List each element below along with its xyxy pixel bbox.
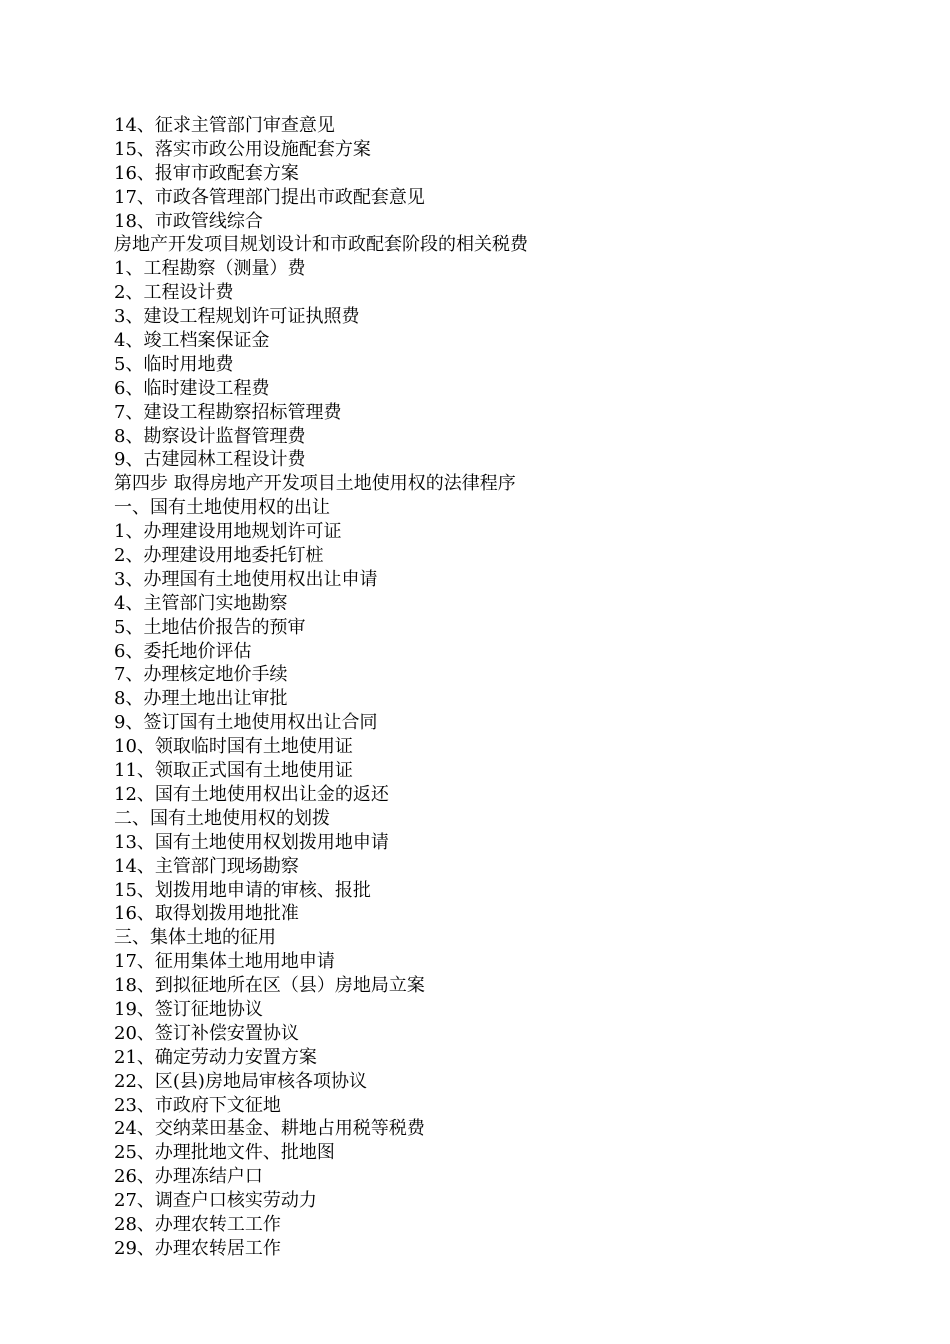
text-line: 27、调查户口核实劳动力 — [114, 1190, 317, 1212]
text-line: 3、建设工程规划许可证执照费 — [114, 306, 360, 328]
text-line: 19、签订征地协议 — [114, 998, 263, 1020]
text-line: 1、工程勘察（测量）费 — [114, 258, 306, 280]
text-line: 25、办理批地文件、批地图 — [114, 1142, 335, 1164]
text-line: 17、征用集体土地用地申请 — [114, 951, 335, 973]
text-line: 20、签订补偿安置协议 — [114, 1022, 299, 1044]
text-line: 14、主管部门现场勘察 — [114, 855, 299, 877]
text-line: 13、国有土地使用权划拨用地申请 — [114, 831, 389, 853]
text-line: 4、主管部门实地勘察 — [114, 592, 288, 614]
text-line: 8、勘察设计监督管理费 — [114, 425, 306, 447]
text-line: 10、领取临时国有土地使用证 — [114, 736, 353, 758]
text-line: 29、办理农转居工作 — [114, 1237, 281, 1259]
text-line: 2、工程设计费 — [114, 282, 234, 304]
text-line: 5、土地估价报告的预审 — [114, 616, 306, 638]
section-heading: 第四步 取得房地产开发项目土地使用权的法律程序 — [114, 473, 516, 495]
text-line: 23、市政府下文征地 — [114, 1094, 281, 1116]
text-line: 16、报审市政配套方案 — [114, 162, 299, 184]
subsection-heading: 三、集体土地的征用 — [114, 927, 276, 949]
text-line: 26、办理冻结户口 — [114, 1166, 263, 1188]
text-line: 12、国有土地使用权出让金的返还 — [114, 783, 389, 805]
text-line: 9、签订国有土地使用权出让合同 — [114, 712, 378, 734]
text-line: 14、征求主管部门审查意见 — [114, 115, 335, 136]
text-line: 24、交纳菜田基金、耕地占用税等税费 — [114, 1118, 425, 1140]
section-heading: 房地产开发项目规划设计和市政配套阶段的相关税费 — [114, 234, 528, 256]
subsection-heading: 一、国有土地使用权的出让 — [114, 497, 330, 519]
document-body — [114, 114, 834, 1261]
text-line: 22、区(县)房地局审核各项协议 — [114, 1070, 367, 1092]
text-line: 9、古建园林工程设计费 — [114, 449, 306, 471]
text-line: 15、落实市政公用设施配套方案 — [114, 138, 371, 160]
text-line: 3、办理国有土地使用权出让申请 — [114, 568, 378, 590]
text-line: 5、临时用地费 — [114, 353, 234, 375]
text-line: 6、临时建设工程费 — [114, 377, 270, 399]
text-line: 8、办理土地出让审批 — [114, 688, 288, 710]
text-line: 2、办理建设用地委托钉桩 — [114, 545, 324, 567]
text-line: 7、办理核定地价手续 — [114, 664, 288, 686]
text-line: 1、办理建设用地规划许可证 — [114, 521, 342, 543]
text-line: 4、竣工档案保证金 — [114, 330, 270, 352]
text-line: 11、领取正式国有土地使用证 — [114, 760, 353, 782]
text-line: 15、划拨用地申请的审核、报批 — [114, 879, 371, 901]
text-line: 21、确定劳动力安置方案 — [114, 1046, 317, 1068]
text-line: 6、委托地价评估 — [114, 640, 252, 662]
text-line: 7、建设工程勘察招标管理费 — [114, 401, 342, 423]
subsection-heading: 二、国有土地使用权的划拨 — [114, 807, 330, 829]
text-line: 16、取得划拨用地批准 — [114, 903, 299, 925]
text-line: 18、到拟征地所在区（县）房地局立案 — [114, 975, 425, 997]
text-line: 28、办理农转工工作 — [114, 1213, 281, 1235]
text-line: 17、市政各管理部门提出市政配套意见 — [114, 186, 425, 208]
text-line: 18、市政管线综合 — [114, 210, 263, 232]
